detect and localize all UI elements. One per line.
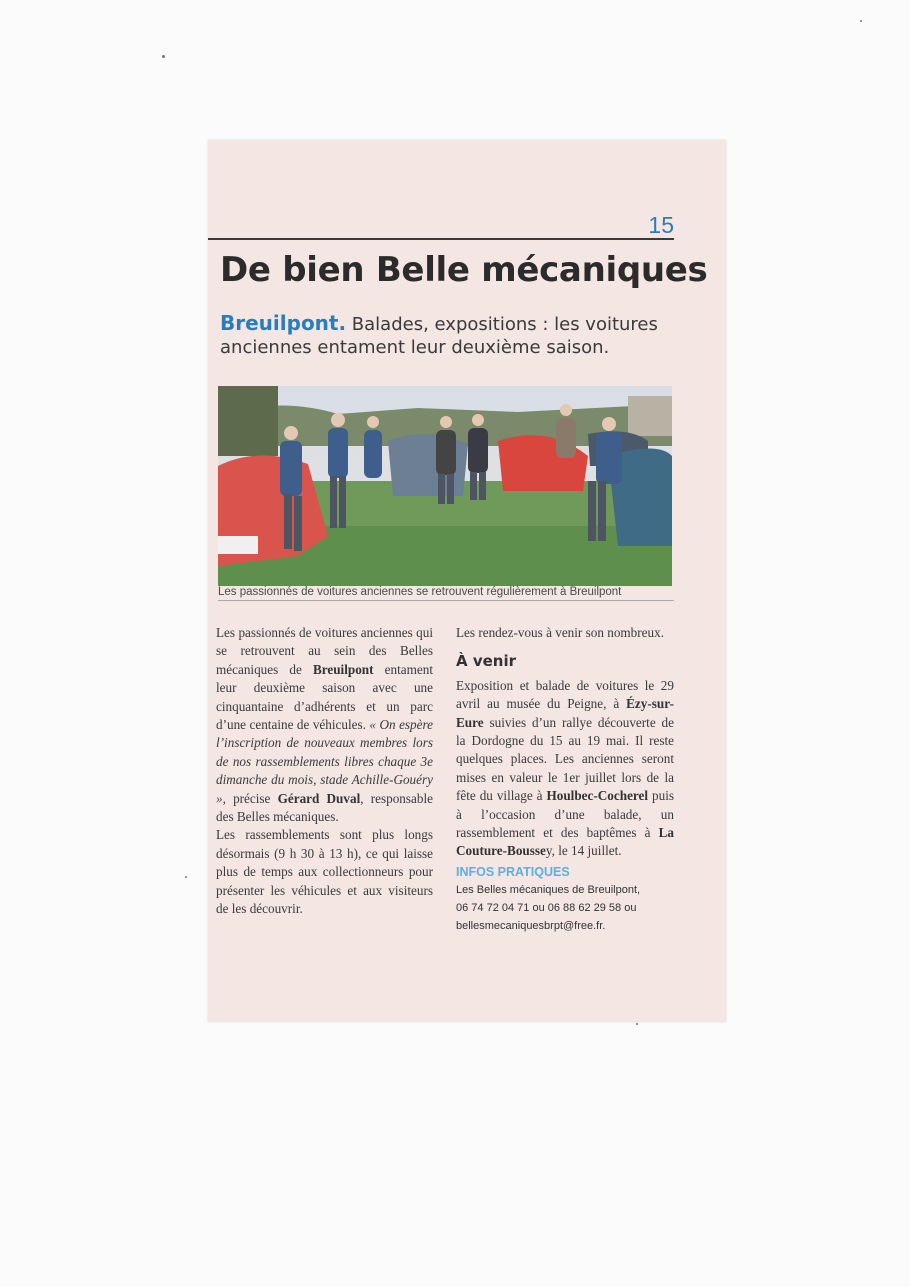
paragraph [456, 677, 674, 861]
bold-place: Ézy-sur-Eure [456, 696, 674, 730]
paragraph: Les rendez-vous à venir son nombreux. [456, 625, 665, 640]
article-subhead [220, 312, 680, 359]
text-run: suivies d’un rallye découverte de la Dordogne du 15 au 19 mai. Il reste quelques places. Les anciennes seront mises en valeur le 1er juillet lors de la fête du village à [456, 714, 674, 804]
bold-place: Houlbec-Cocherel [546, 788, 649, 804]
group-photo-image [218, 386, 672, 586]
photo-caption: Les passionnés de voitures anciennes se retrouvent régulièrement à Breuilpont [218, 586, 674, 601]
article-column-1 [216, 624, 433, 919]
bold-place: Breuilpont [312, 661, 374, 677]
subhead-place: Breuilpont. [220, 311, 347, 335]
article-photo [218, 386, 672, 586]
page-number: 15 [648, 212, 674, 238]
article-headline: De bien Belle mécaniques [220, 250, 708, 290]
bold-name: Gérard Duval [277, 790, 361, 806]
text-run: , précise [222, 790, 278, 806]
article-column-2 [456, 624, 674, 935]
paragraph: Les rassemblements sont plus longs désormais (9 h 30 à 13 h), ce qui laisse plus de temps aux collectionneurs pour présenter les véhicules et aux visiteurs de les découvrir. [216, 827, 433, 917]
dust-speck [185, 876, 187, 878]
section-kicker: À venir [456, 652, 516, 671]
bold-place: La Couture-Bousse [456, 825, 674, 859]
text-run: puis à l’occasion d’une balade, un rassemblement et des baptêmes à [456, 788, 674, 841]
text-run: y, le 14 juillet. [545, 843, 622, 859]
dust-speck [162, 55, 165, 58]
dust-speck [860, 20, 862, 22]
contact-phone: 06 74 72 04 71 ou 06 88 62 29 58 ou [456, 902, 637, 915]
contact-email: bellesmecaniquesbrpt@free.fr. [456, 920, 606, 933]
text-run: Exposition et balade de voitures le 29 avril au musée du Peigne, à [456, 677, 674, 712]
subhead-text: Balades, expositions : les voitures anciennes entament leur deuxième saison. [220, 314, 658, 358]
newspaper-clipping [208, 140, 726, 1022]
text-run: , responsable des Belles mécaniques. [216, 790, 433, 825]
quote: « On espère l’inscription de nouveaux membres lors de nos rassemblements libres chaque 3e dimanche du mois, stade Achille-Gouéry » [216, 717, 433, 806]
infos-pratiques-label: INFOS PRATIQUES [456, 864, 570, 879]
header-rule [208, 238, 674, 240]
dust-speck [636, 1023, 638, 1025]
contact-line: Les Belles mécaniques de Breuilpont, [456, 884, 641, 897]
text-run: Les passionnés de voitures anciennes qui se retrouvent au sein des Belles mécaniques de [216, 625, 433, 677]
paragraph [216, 624, 433, 826]
text-run: entament leur deuxième saison avec une cinquantaine d’adhérents et un parc d’une centaine de véhicules. [216, 661, 433, 733]
